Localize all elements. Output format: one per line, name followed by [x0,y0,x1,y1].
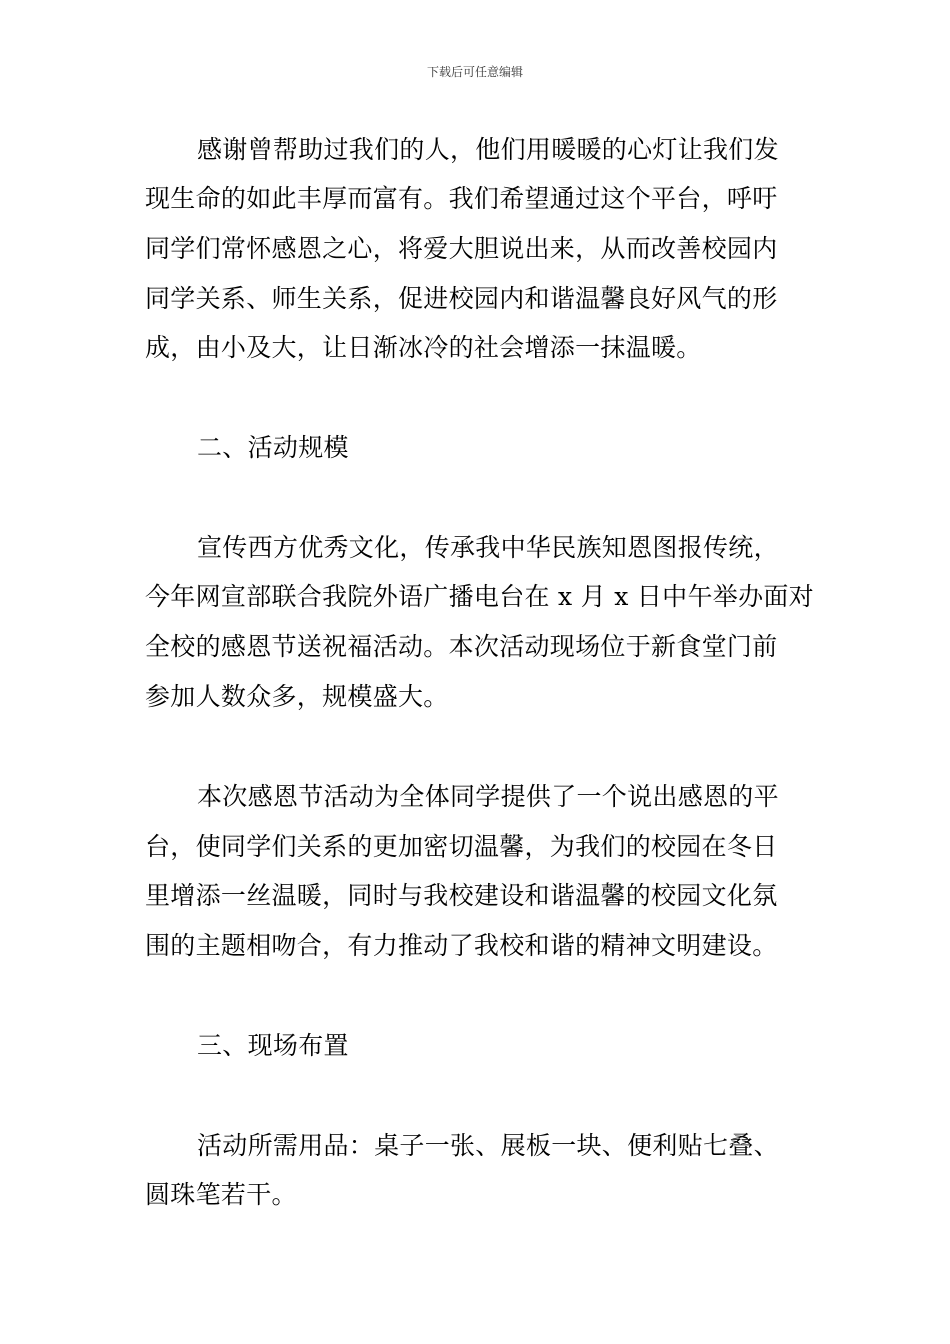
paragraph-1-line-5: 成，由小及大，让日渐冰冷的社会增添一抹温暖。 [145,333,702,362]
paragraph-3-line-1: 宣传西方优秀文化，传承我中华民族知恩图报传统， [197,533,779,562]
paragraph-3-line-4: 参加人数众多，规模盛大。 [145,682,449,711]
paragraph-1-line-3: 同学们常怀感恩之心，将爱大胆说出来，从而改善校园内 [145,234,778,263]
paragraph-4-line-3: 里增添一丝温暖，同时与我校建设和谐温馨的校园文化氛 [145,881,778,910]
paragraph-1-line-2: 现生命的如此丰厚而富有。我们希望通过这个平台，呼吁 [145,184,778,213]
section-heading-3: 三、现场布置 [197,1031,349,1060]
paragraph-1-line-1: 感谢曾帮助过我们的人，他们用暖暖的心灯让我们发 [197,135,779,164]
paragraph-6-line-1: 活动所需用品：桌子一张、展板一块、便利贴七叠、 [197,1131,779,1160]
paragraph-4-line-2: 台，使同学们关系的更加密切温馨，为我们的校园在冬日 [145,832,778,861]
paragraph-3-line-3: 全校的感恩节送祝福活动。本次活动现场位于新食堂门前 [145,632,778,661]
header-note: 下载后可任意编辑 [426,65,523,79]
paragraph-1-line-4: 同学关系、师生关系，促进校园内和谐温馨良好风气的形 [145,284,778,313]
section-heading-2: 二、活动规模 [197,433,349,462]
paragraph-6-line-2: 圆珠笔若干。 [145,1180,297,1209]
paragraph-3-line-2: 今年网宣部联合我院外语广播电台在 x 月 x 日中午举办面对 [145,582,814,611]
paragraph-4-line-4: 围的主题相吻合，有力推动了我校和谐的精神文明建设。 [145,931,778,960]
paragraph-4-line-1: 本次感恩节活动为全体同学提供了一个说出感恩的平 [197,782,779,811]
